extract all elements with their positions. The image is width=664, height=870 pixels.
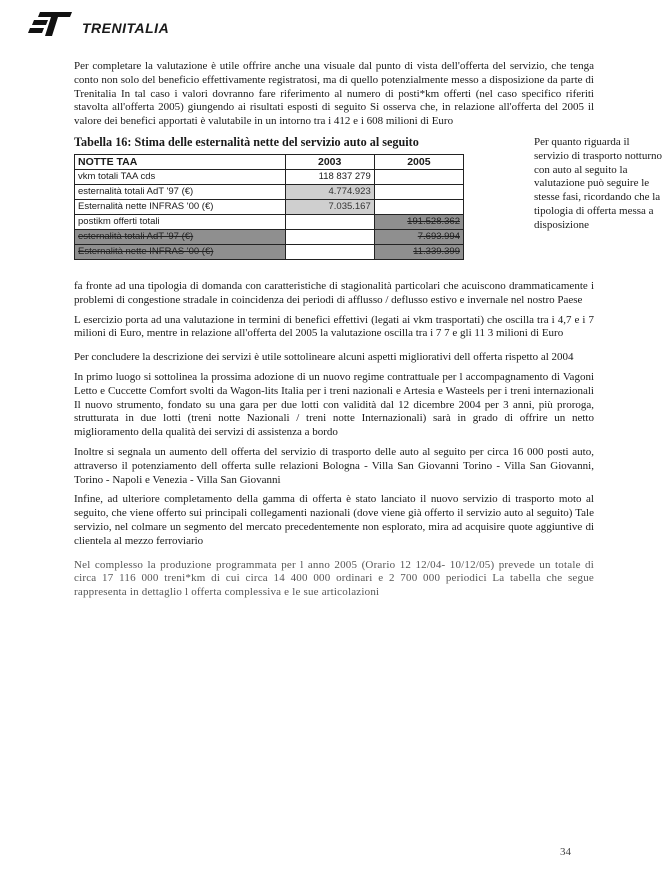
header-2003: 2003: [285, 154, 374, 169]
paragraph-intro: Per completare la valutazione è utile offrire anche una visuale dal punto di vista dell'offerta del servizio, che tenga conto non solo del beneficio effettivamente registratosi, ma di quello potenzialmente messo a disposizione da parte di Trenitalia In tal caso i valori dovranno fare riferimento al numero di posti*km offerti (nel caso specifico riferiti stavolta all'offerta 2005) giungendo ai risultati esposti di seguito Si osserva che, in relazione all'offerta del 2005 il valore dei benefici apportati è valutabile in un intorno tra i 412 e i 608 milioni di Euro: [74, 60, 594, 128]
cell-2003: [285, 229, 374, 244]
row-label: postikm offerti totali: [75, 214, 286, 229]
table-row: [75, 214, 464, 229]
paragraph-conclusion: Per concludere la descrizione dei servizi è utile sottolineare alcuni aspetti migliorativi dell offerta rispetto al 2004: [74, 351, 574, 364]
row-label: vkm totali TAA cds: [75, 169, 286, 184]
cell-2005: 7.693.994: [374, 229, 463, 244]
table-title: Tabella 16: Stima delle esternalità nette del servizio auto al seguito: [74, 134, 419, 149]
page-number: 34: [560, 846, 571, 858]
table-row: [75, 199, 464, 214]
document-body: [74, 60, 663, 606]
trenitalia-logo-icon: [28, 8, 78, 40]
paragraph-valuation: L esercizio porta ad una valutazione in termini di benefici effettivi (legati ai vkm trasportati) che oscilla tra i 4,7 e i 7 milioni di Euro, mentre in relazione all'offerta del 2005 la valutazione oscilla tra i 7 7 e gli 11 3 milioni di Euro: [74, 313, 594, 340]
table-row: [75, 229, 464, 244]
row-label: Esternalità nette INFRAS '00 (€): [75, 199, 286, 214]
cell-2005: 191.528.362: [374, 214, 463, 229]
externalities-table: [74, 154, 464, 260]
row-label: esternalità totali AdT '97 (€): [75, 184, 286, 199]
paragraph-auto: Inoltre si segnala un aumento dell offerta del servizio di trasporto delle auto al seguito per circa 16 000 posti auto, attraverso il potenziamento dell offerta sulle relazioni Bologna - Villa San Giovanni Torino - Villa San Giovanni, Torino - Napoli e Venezia - Villa San Giovanni: [74, 445, 594, 486]
side-paragraph: Per quanto riguarda il servizio di trasporto notturno con auto al seguito la valutazione può seguire le stesse fasi, ricordando che la tipologia di offerta messa a disposizione: [534, 135, 663, 231]
cell-2003: 4.774.923: [285, 184, 374, 199]
paragraph-continuation: fa fronte ad una tipologia di domanda con caratteristiche di stagionalità particolari che acuiscono drammaticamente i problemi di congestione stradale in coincidenza dei periodi di afflusso / deflusso estivo e invernale nel nostro Paese: [74, 279, 594, 306]
paragraph-contract: In primo luogo si sottolinea la prossima adozione di un nuovo regime contrattuale per l accompagnamento di Vagoni Letto e Cuccette Comfort svolti da Wagon-lits Italia per i treni nazionali e Artesia e Wasteels per i treni internazionali Il nuovo strumento, fondato su una gara per due lotti con validità dal 12 dicembre 2004 per 3 anni, più proroga, strutturata in due lotti (treni notte Nazionali / treni notte Internazionali) sarà in grado di offrire un netto miglioramento della qualità dei servizi di assistenza a bordo: [74, 370, 594, 439]
cell-2003: 7.035.167: [285, 199, 374, 214]
cell-2005: [374, 184, 463, 199]
table-header-row: [75, 154, 464, 169]
paragraph-moto: Infine, ad ulteriore completamento della gamma di offerta è stato lanciato il nuovo servizio di trasporto moto al seguito, che viene offerto sui principali collegamenti nazionali (dove viene già offerto il servizio auto al seguito) Tale servizio, nel colmare un segmento del mercato precedentemente non esplorato, mira ad acquisire quote aggiuntive di clientela al mezzo ferroviario: [74, 493, 594, 547]
table-row: [75, 169, 464, 184]
header-notte-taa: NOTTE TAA: [75, 154, 286, 169]
row-label: esternalità totali AdT '97 (€): [75, 229, 286, 244]
cell-2003: 118 837 279: [285, 169, 374, 184]
cell-2003: [285, 214, 374, 229]
header-2005: 2005: [374, 154, 463, 169]
cell-2005: 11.339.399: [374, 244, 463, 259]
cell-2005: [374, 199, 463, 214]
cell-2005: [374, 169, 463, 184]
paragraph-production: Nel complesso la produzione programmata per l anno 2005 (Orario 12 12/04- 10/12/05) prevede un totale di circa 17 116 000 treni*km di cui circa 14 400 000 ordinari e 2 700 000 periodici La tabella che segue rappresenta in dettaglio l offerta complessiva e le sue articolazioni: [74, 558, 594, 599]
brand-name: TRENITALIA: [82, 20, 170, 36]
row-label: Esternalità nette INFRAS '00 (€): [75, 244, 286, 259]
cell-2003: [285, 244, 374, 259]
table-row: [75, 184, 464, 199]
table-row: [75, 244, 464, 259]
